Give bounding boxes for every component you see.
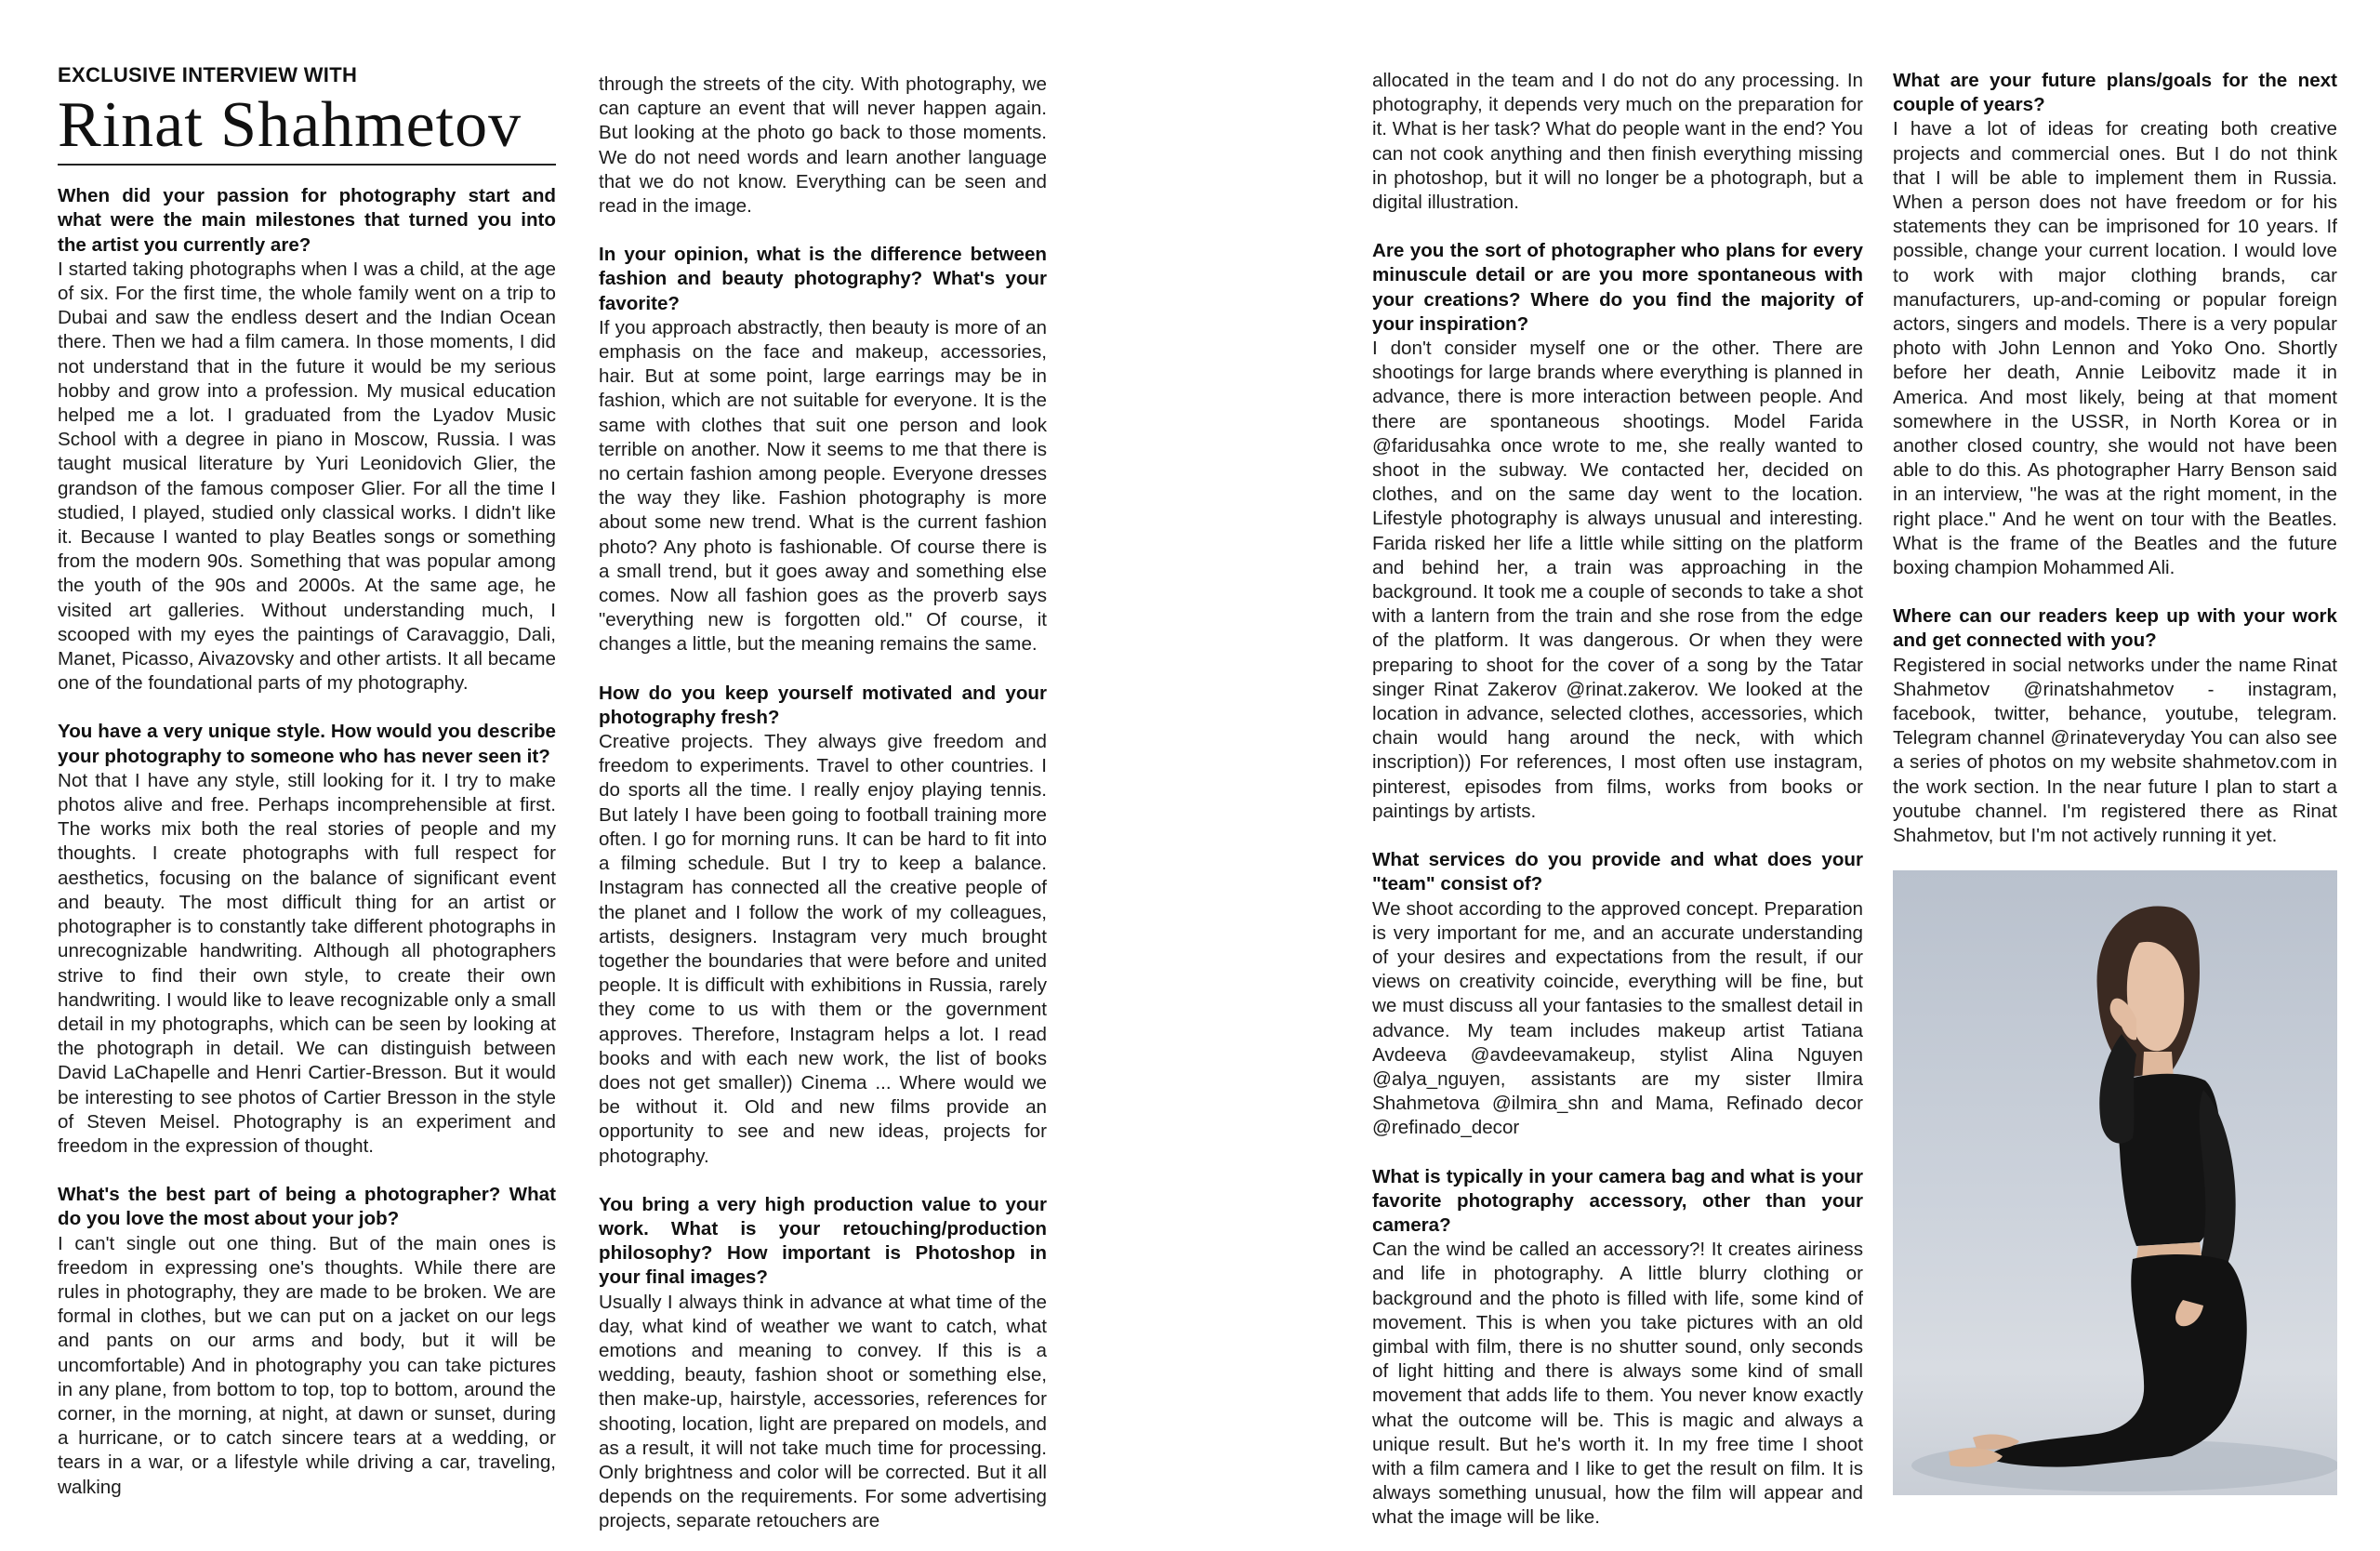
answer: Not that I have any style, still looking for it. I try to make photos alive and free. Perhaps incomprehensible at first. The works mix both the real stories of people and my thoughts. I create photographs with full respect for aesthetics, focusing on the balance of significant event and beauty. The most difficult thing for an artist or photographer is to constantly take different photographs in unrecognizable handwriting. Although all photographers strive to find their own style, to create their own handwriting. I would like to leave recognizable only a small detail in my photographs, which can be seen by looking at the photograph in detail. We can distinguish between David LaChapelle and Henri Cartier-Bresson. But it would be interesting to see photos of Cartier Bresson in the style of Steven Meisel. Photography is an experiment and freedom in the expression of thought. — [58, 769, 556, 1157]
question: What are your future plans/goals for the next couple of years? — [1893, 70, 2337, 116]
question: You bring a very high production value to your work. What is your retouching/production philosophy? How important is Photoshop in your final images? — [599, 1193, 1047, 1289]
answer: through the streets of the city. With photography, we can capture an event that will never happen again. But looking at the photo go back to those moments. We do not need words and learn another language that we do not know. Everything can be seen and read in the image. — [599, 73, 1047, 218]
answer: Usually I always think in advance at what time of the day, what kind of weather we want to catch, what emotions and meaning to convey. If this is a wedding, beauty, fashion shoot or something else, then make-up, hairstyle, accessories, references for shooting, location, light are prepared on models, and as a result, it will not take much time for processing. Only brightness and color will be corrected. But it all depends on the requirements. For some advertising projects, separate retouchers are — [599, 1291, 1047, 1532]
interviewee-name: Rinat Shahmetov — [58, 89, 522, 162]
answer: I don't consider myself one or the other. There are shootings for large brands where everything is planned in advance, there is more interaction between people. And there are spontaneous shootings. Model Farida @faridusahka once wrote to me, she really wanted to shoot in the subway. We contacted her, decided on clothes, and on the same day went to the location. Lifestyle photography is always unusual and interesting. Farida risked her life a little while sitting on the platform and behind her, a train was approaching in the background. It took me a couple of seconds to take a shot with a lantern from the train and she rose from the edge of the platform. It was dangerous. Or when they were preparing to shoot for the cover of a song by the Tatar singer Rinat Zakerov @rinat.zakerov. We looked at the location in advance, selected clothes, accessories, which chain would hang around the neck, with which inscription)) For references, I most often use instagram, pinterest, episodes from films, works from books or paintings by artists. — [1372, 338, 1863, 822]
answer: We shoot according to the approved concept. Preparation is very important for me, and an accurate understanding of your desires and expectations from the result, if our views on creativity coincide, everything will be fine, but we must discuss all your fantasies to the smallest detail in advance. My team includes makeup artist Tatiana Avdeeva @avdeevamakeup, stylist Alina Nguyen @alya_nguyen, assistants are my sister Ilmira Shahmetova @ilmira_shn and Mama, Refinado decor @refinado_decor — [1372, 897, 1863, 1139]
answer: I have a lot of ideas for creating both creative projects and commercial ones. But I do not think that I will be able to implement them in Russia. When a person does not have freedom or for his statements they can be imprisoned for 10 years. If possible, change your current location. I would love to work with major clothing brands, car manufacturers, up-and-coming or popular foreign actors, singers and models. There is a very popular photo with John Lennon and Yoko Ono. Shortly before her death, Annie Leibovitz made it in America. And most likely, being at that moment somewhere in the USSR, in North Korea or in another closed country, she would not have been able to do this. As photographer Harry Benson said in an interview, "he was at the right moment, in the right place." And he went on tour with the Beatles. What is the frame of the Beatles and the future boxing champion Mohammed Ali. — [1893, 118, 2337, 579]
column-2 — [599, 73, 1047, 1534]
question: You have a very unique style. How would you describe your photography to someone who has never seen it? — [58, 721, 556, 767]
question: In your opinion, what is the difference between fashion and beauty photography? What's your favorite? — [599, 244, 1047, 314]
question: What's the best part of being a photographer? What do you love the most about your job? — [58, 1184, 556, 1230]
question: What is typically in your camera bag and what is your favorite photography accessory, other than your camera? — [1372, 1165, 1863, 1236]
column-1 — [58, 63, 556, 1500]
answer: If you approach abstractly, then beauty is more of an emphasis on the face and makeup, accessories, hair. But at some point, large earrings may be in fashion, which are not suitable for everyone. It is the same with clothes that suit one person and look terrible on another. Now it seems to me that there is no certain fashion among people. Everyone dresses the way they like. Fashion photography is more about some new trend. What is the current fashion photo? Any photo is fashionable. Of course there is a small trend, but it goes away and something else comes. Now all fashion goes as the proverb says "everything new is forgotten old." Of course, it changes a little, but the meaning remains the same. — [599, 316, 1047, 656]
column-4 — [1893, 69, 2337, 848]
answer: allocated in the team and I do not do any processing. In photography, it depends very much on the preparation for it. What is her task? What do people want in the end? You can not cook anything and then finish everything missing in photoshop, but it will no longer be a photograph, but a digital illustration. — [1372, 70, 1863, 214]
question: Where can our readers keep up with your work and get connected with you? — [1893, 605, 2337, 652]
answer: I can't single out one thing. But of the main ones is freedom in expressing one's thoughts. While there are rules in photography, they are made to be broken. We are formal in clothes, but we can put on a jacket on our legs and pants on our arms and body, but it will be uncomfortable) And in photography you can take pictures in any plane, from bottom to top, top to bottom, around the corner, in the morning, at night, at dawn or sunset, during a hurricane, or to catch sincere tears at a wedding, or tears in a war, or a lifestyle while driving a car, traveling, walking — [58, 1232, 556, 1498]
portrait-photo — [1893, 870, 2337, 1495]
answer: Registered in social networks under the name Rinat Shahmetov @rinatshahmetov - instagram, facebook, twitter, behance, youtube, telegram. Telegram channel @rinateveryday You can also see a series of photos on my website shahmetov.com in the work section. In the near future I plan to start a youtube channel. I'm registered there as Rinat Shahmetov, but I'm not actively running it yet. — [1893, 654, 2337, 847]
column-3 — [1372, 69, 1863, 1531]
interview-kicker: EXCLUSIVE INTERVIEW WITH — [58, 63, 358, 86]
question: What services do you provide and what does your "team" consist of? — [1372, 849, 1863, 895]
question: How do you keep yourself motivated and your photography fresh? — [599, 682, 1047, 728]
question: When did your passion for photography start and what were the main milestones that turned you into the artist you currently are? — [58, 185, 556, 256]
question: Are you the sort of photographer who plans for every minuscule detail or are you more spontaneous with your creations? Where do you find the majority of your inspiration? — [1372, 240, 1863, 335]
title-rule — [58, 164, 556, 166]
answer: Can the wind be called an accessory?! It creates airiness and life in photography. A little blurry clothing or background and the photo is filled with life, some kind of movement. This is when you take pictures with an old gimbal with film, there is no shutter sound, only seconds of light hitting and there is always some kind of small movement that adds life to them. You never know exactly what the outcome will be. This is magic and always a unique result. But he's worth it. In my free time I shoot with a film camera and I like to get the result on film. It is always something unusual, how the film will appear and what the image will be like. — [1372, 1239, 1863, 1529]
answer: Creative projects. They always give freedom and freedom to experiments. Travel to other countries. I do sports all the time. I really enjoy playing tennis. But lately I have been going to football training more often. I go for morning runs. It can be hard to fit into a filming schedule. But I try to keep a balance. Instagram has connected all the creative people of the planet and I follow the work of my colleagues, artists, designers. Instagram very much brought together the boundaries that were before and united people. It is difficult with exhibitions in Russia, rarely they come to us with them or the government approves. Therefore, Instagram helps a lot. I read books and with each new work, the list of books does not get smaller)) Cinema ... Where would we be without it. Old and new films provide an opportunity to see and new ideas, projects for photography. — [599, 731, 1047, 1167]
model-illustration — [1893, 870, 2337, 1495]
answer: I started taking photographs when I was a child, at the age of six. For the first time, the whole family went on a trip to Dubai and saw the endless desert and the Indian Ocean there. Then we had a film camera. In those moments, I did not understand that in the future it would be my serious hobby and grow into a profession. My musical education helped me a lot. I graduated from the Lyadov Music School with a degree in piano in Moscow, Russia. I was taught musical literature by Yuri Leonidovich Glier, the grandson of the famous composer Glier. For all the time I studied, I played, studied only classical works. I didn't like it. Because I wanted to play Beatles songs or something from the modern 90s. Something that was popular among the youth of the 90s and 2000s. At the same age, he visited art galleries. Without understanding much, I scooped with my eyes the paintings of Caravaggio, Dali, Manet, Picasso, Aivazovsky and other artists. It all became one of the foundational parts of my photography. — [58, 258, 556, 695]
